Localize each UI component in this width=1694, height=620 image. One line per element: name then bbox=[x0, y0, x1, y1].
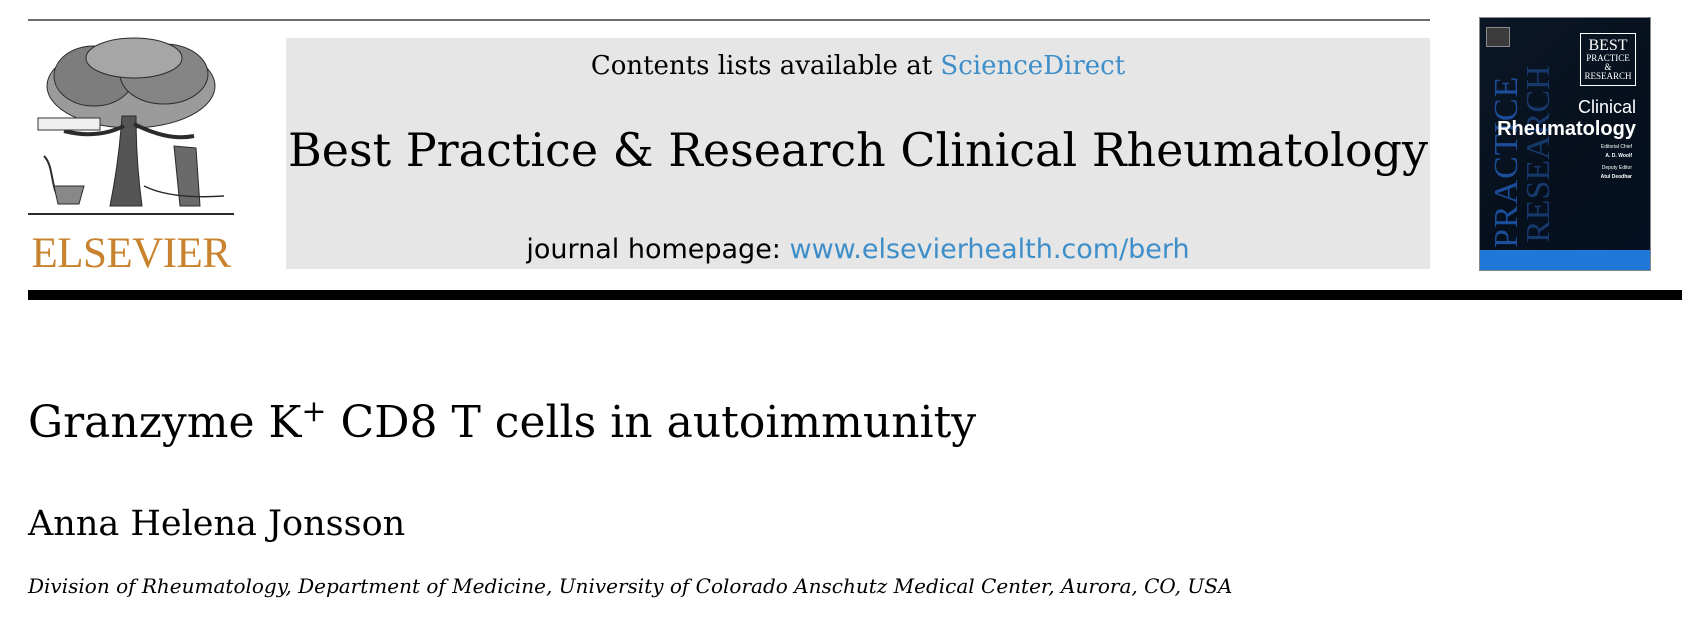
journal-title: Best Practice & Research Clinical Rheumatology bbox=[287, 123, 1428, 177]
cover-vertical-text: PRACTICE bbox=[1488, 75, 1525, 248]
cover-brand-badge bbox=[1580, 33, 1636, 86]
cover-publisher-mark-icon bbox=[1486, 27, 1510, 47]
author-name[interactable]: Anna Helena Jonsson bbox=[28, 504, 406, 544]
cover-vertical-text-2: RESEARCH bbox=[1520, 65, 1557, 243]
cover-title-line-1: Clinical bbox=[1577, 97, 1636, 117]
tree-icon bbox=[24, 36, 238, 228]
author-affiliation: Division of Rheumatology, Department of Medicine, University of Colorado Anschutz Medical Center, Aurora, CO, USA bbox=[28, 574, 1233, 598]
journal-header-box bbox=[286, 38, 1430, 269]
cover-editor-2: Atul Deodhar bbox=[1600, 174, 1632, 180]
header-top-rule bbox=[28, 19, 1430, 21]
sciencedirect-link[interactable]: ScienceDirect bbox=[940, 51, 1126, 81]
cover-editor-1: A. D. Woolf bbox=[1605, 153, 1632, 159]
publisher-name: ELSEVIER bbox=[31, 230, 231, 277]
article-title-part-2: CD8 T cells in autoimmunity bbox=[326, 397, 977, 448]
article-title-superscript: + bbox=[301, 394, 327, 429]
homepage-prefix: journal homepage: bbox=[526, 234, 781, 265]
contents-prefix: Contents lists available at bbox=[590, 51, 933, 81]
article-title-part-1: Granzyme K bbox=[28, 397, 302, 448]
homepage-line bbox=[286, 236, 1430, 263]
publisher-logo[interactable] bbox=[24, 36, 238, 277]
journal-homepage-link[interactable]: www.elsevierhealth.com/berh bbox=[789, 234, 1190, 265]
cover-color-band bbox=[1480, 250, 1650, 270]
contents-line bbox=[286, 53, 1430, 79]
header-bottom-rule bbox=[28, 290, 1682, 300]
cover-brand-big: BEST bbox=[1588, 37, 1628, 54]
article-title bbox=[28, 394, 977, 450]
journal-cover-image[interactable] bbox=[1479, 17, 1651, 271]
cover-brand-small: PRACTICE & RESEARCH bbox=[1584, 53, 1632, 81]
cover-title-line-2: Rheumatology bbox=[1497, 118, 1636, 140]
cover-role-1: Editorial Chief bbox=[1600, 144, 1632, 150]
cover-role-2: Deputy Editor bbox=[1601, 165, 1632, 171]
